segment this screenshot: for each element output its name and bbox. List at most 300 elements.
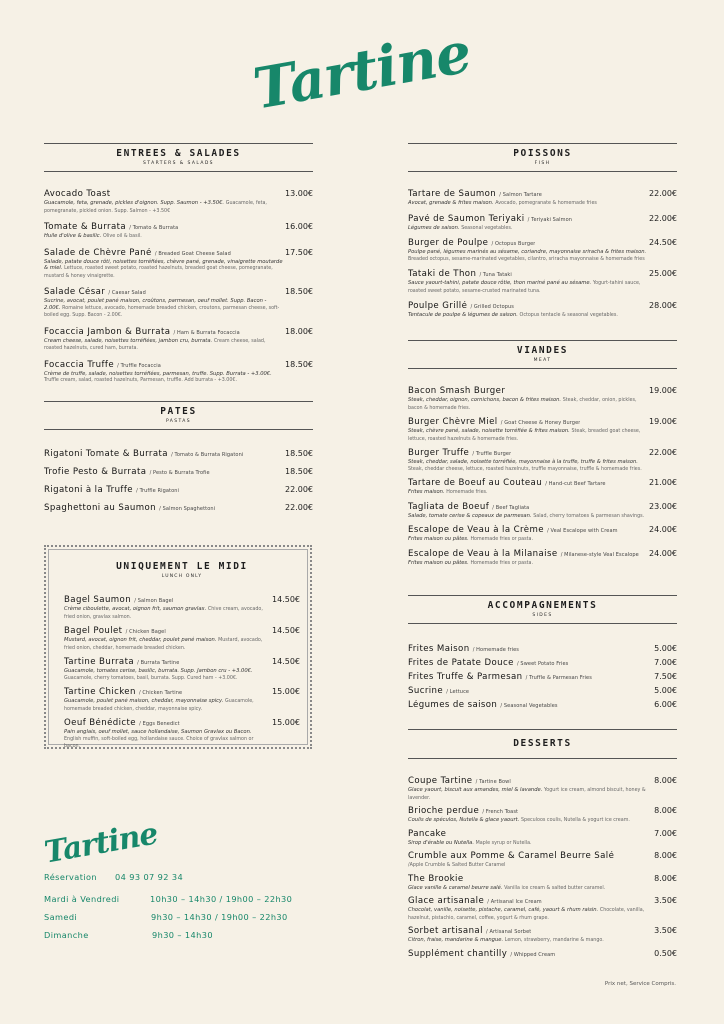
menu-item-title bbox=[408, 672, 592, 682]
menu-item-english: / Chicken Bagel bbox=[125, 629, 166, 635]
menu-item bbox=[44, 222, 313, 241]
menu-item-name: Focaccia Jambon & Burrata bbox=[44, 326, 171, 337]
menu-item-name: Avocado Toast bbox=[44, 189, 111, 199]
menu-item-name: Burger Truffe bbox=[408, 448, 470, 458]
menu-item bbox=[408, 549, 677, 568]
section-title: ACCOMPAGNEMENTS bbox=[487, 600, 598, 611]
menu-item-description bbox=[408, 937, 677, 945]
menu-item bbox=[64, 657, 300, 682]
menu-item-description bbox=[408, 280, 677, 295]
menu-item-title bbox=[44, 287, 146, 297]
menu-item-price: 22.00€ bbox=[649, 189, 677, 198]
menu-item bbox=[44, 485, 313, 495]
menu-item-english: / Octopus Burger bbox=[491, 241, 536, 247]
menu-item-line bbox=[408, 386, 677, 396]
description-fr: Sauce yaourt-tahini, patate douce rôtie, thon mariné pané au sésame. bbox=[408, 280, 592, 286]
section-subtitle: FISH bbox=[534, 161, 551, 166]
hours-row bbox=[44, 912, 288, 922]
menu-item-title bbox=[408, 874, 464, 884]
menu-item-price: 16.00€ bbox=[285, 222, 313, 231]
menu-item-description bbox=[44, 338, 313, 353]
description-fr: Citron, fraise, mandarine & mangue. bbox=[408, 937, 504, 943]
description-fr: Crème ciboulette, avocat, oignon frit, saumon gravlax. bbox=[64, 606, 207, 612]
menu-item bbox=[64, 626, 300, 652]
menu-item-name: Focaccia Truffe bbox=[44, 359, 115, 370]
menu-list bbox=[408, 776, 677, 959]
description-fr: Guacamole, poulet pané maison, cheddar, mayonnaise spicy. bbox=[64, 698, 224, 704]
menu-item-name: Frites Truffe & Parmesan bbox=[408, 672, 523, 682]
lunch-box bbox=[44, 545, 312, 749]
menu-item bbox=[408, 896, 677, 922]
menu-item-title bbox=[44, 360, 161, 370]
section-poissons bbox=[408, 143, 677, 326]
description-fr: Guacamole, feta, grenade, pickles d'oignon. Supp. Saumon - +3.50€. bbox=[44, 200, 225, 206]
menu-item-line bbox=[44, 222, 313, 232]
menu-item-line bbox=[44, 449, 313, 459]
menu-item-line bbox=[64, 718, 300, 728]
menu-item-english: / Goat Cheese & Honey Burger bbox=[500, 420, 581, 426]
price-note: Prix net, Service Compris. bbox=[604, 981, 676, 987]
menu-item-description bbox=[44, 298, 313, 320]
description-en: Mustard, avocado, fried onion, cheddar, homemade breaded chicken. bbox=[64, 638, 263, 651]
description-fr: Glace vanille & caramel beurre salé. bbox=[408, 884, 503, 891]
menu-item-english: / Truffle Rigatoni bbox=[136, 488, 179, 494]
section-header bbox=[408, 340, 677, 369]
menu-item-name: Brioche perdue bbox=[408, 806, 480, 816]
hours-time: 10h30 – 14h30 / 19h00 – 22h30 bbox=[150, 894, 293, 904]
description-en: Guacamole, feta, pomegranate, pickled onion. Supp. Salmon - +3.50€ bbox=[44, 201, 267, 214]
menu-item-english: / Tartine Bowl bbox=[475, 779, 511, 785]
menu-item-title bbox=[408, 949, 555, 959]
menu-item-english: / Truffle Burger bbox=[472, 451, 512, 457]
description-fr: Steak, cheddar, oignon, cornichons, bacon & frites maison. bbox=[408, 397, 562, 403]
section-desserts bbox=[408, 729, 677, 963]
reservation-label: Réservation bbox=[44, 872, 97, 882]
menu-item bbox=[408, 417, 677, 443]
menu-item-english: / Truffle & Parmesan Fries bbox=[525, 675, 592, 681]
menu-item bbox=[408, 672, 677, 682]
menu-item bbox=[408, 776, 677, 802]
menu-item-price: 3.50€ bbox=[654, 926, 677, 935]
menu-item-line bbox=[64, 657, 300, 667]
description-en: Cream cheese, salad, roasted hazelnuts, cured ham, burrata. bbox=[44, 338, 266, 351]
menu-item-title bbox=[408, 386, 505, 396]
description-en: Maple syrup or Nutella. bbox=[475, 840, 532, 846]
menu-item bbox=[44, 189, 313, 215]
menu-item-name: Rigatoni à la Truffe bbox=[44, 485, 133, 495]
menu-list bbox=[44, 449, 313, 513]
description-en: Seasonal vegetables. bbox=[461, 225, 513, 231]
menu-item bbox=[408, 700, 677, 710]
menu-item-line bbox=[408, 644, 677, 654]
menu-item-line bbox=[44, 360, 313, 370]
menu-item-price: 28.00€ bbox=[649, 301, 677, 310]
menu-item-english: / Tuna Tataki bbox=[479, 272, 512, 278]
section-title: VIANDES bbox=[516, 345, 569, 356]
description-en: /Apple Crumble & Salted Butter Caramel bbox=[408, 863, 506, 868]
section-header bbox=[44, 401, 313, 430]
description-fr: Mustard, avocat, oignon frit, cheddar, poulet pané maison. bbox=[64, 637, 217, 643]
menu-item-name: Sucrine bbox=[408, 686, 444, 696]
menu-item-name: Tartare de Saumon bbox=[408, 189, 497, 199]
menu-item bbox=[44, 327, 313, 353]
menu-item-price: 3.50€ bbox=[654, 896, 677, 905]
menu-item-description bbox=[44, 259, 313, 281]
menu-item-description bbox=[408, 513, 677, 521]
menu-item-line bbox=[408, 926, 677, 936]
menu-item bbox=[408, 874, 677, 893]
menu-item-price: 19.00€ bbox=[649, 417, 677, 426]
menu-item-english: / Veal Escalope with Cream bbox=[547, 528, 618, 534]
menu-item-line bbox=[408, 502, 677, 512]
description-fr: Coulis de spéculos, Nutella & glace yaourt. bbox=[408, 817, 520, 823]
menu-item-description bbox=[408, 907, 677, 922]
description-fr: Avocat, grenade & frites maison. bbox=[408, 200, 494, 206]
menu-item-title bbox=[44, 467, 210, 477]
hours-day: Samedi bbox=[44, 912, 78, 922]
description-fr: Sucrine, avocat, poulet pané maison, croûtons, parmesan, oeuf mollet. Supp. Bacon - 2.00€. bbox=[44, 298, 267, 311]
menu-item-title bbox=[408, 926, 531, 936]
description-en: English muffin, soft-boiled egg, hollandaise sauce. Choice of gravlax salmon or bacon. bbox=[64, 736, 254, 749]
menu-item-title bbox=[408, 776, 511, 786]
description-en: Truffle cream, salad, roasted hazelnuts, Parmesan, truffle. Add burrata - +3.00€. bbox=[44, 378, 237, 383]
menu-item-title bbox=[64, 626, 166, 636]
menu-item-name: Tomate & Burrata bbox=[44, 222, 127, 232]
menu-item-price: 14.50€ bbox=[272, 595, 300, 604]
menu-item-price: 18.50€ bbox=[285, 287, 313, 296]
description-en: Steak, cheddar, onion, pickles, bacon & homemade fries. bbox=[408, 398, 637, 411]
menu-item-title bbox=[44, 222, 178, 232]
menu-item-line bbox=[408, 949, 677, 959]
menu-item-title bbox=[64, 718, 180, 728]
menu-item-line bbox=[408, 189, 677, 199]
menu-item-name: Salade César bbox=[44, 287, 106, 297]
menu-item-line bbox=[408, 896, 677, 906]
menu-item-price: 22.00€ bbox=[285, 485, 313, 494]
menu-item-title bbox=[408, 301, 514, 311]
menu-item-english: / Teriyaki Salmon bbox=[527, 216, 572, 223]
menu-item-line bbox=[44, 287, 313, 297]
menu-item-name: The Brookie bbox=[408, 873, 464, 884]
menu-item-title bbox=[408, 502, 529, 512]
menu-item-english: / Whipped Cream bbox=[510, 951, 556, 958]
description-en: Vanilla ice cream & salted butter caramel. bbox=[504, 885, 606, 891]
menu-item-price: 24.00€ bbox=[649, 548, 677, 558]
menu-item-name: Frites Maison bbox=[408, 644, 470, 654]
menu-item-name: Oeuf Bénédicte bbox=[64, 718, 136, 728]
menu-item-title bbox=[408, 269, 512, 279]
menu-item-title bbox=[408, 478, 606, 488]
description-fr: Steak, chèvre pané, salade, noisette torréfiée & frites maison. bbox=[408, 428, 570, 434]
menu-list bbox=[64, 595, 300, 751]
section-header bbox=[64, 561, 300, 579]
menu-item bbox=[64, 687, 300, 713]
menu-item-description bbox=[408, 397, 677, 412]
menu-item-description bbox=[44, 371, 313, 385]
description-en: Lettuce, roasted sweet potato, roasted hazelnuts, breaded goat cheese, pomegranate, mustard & honey vinaigrette. bbox=[44, 266, 273, 279]
section-title: ENTREES & SALADES bbox=[116, 148, 241, 159]
menu-item-price: 6.00€ bbox=[654, 700, 677, 709]
menu-item-title bbox=[408, 658, 568, 668]
menu-item-title bbox=[44, 449, 243, 459]
section-subtitle: SIDES bbox=[532, 613, 553, 618]
menu-list bbox=[408, 644, 677, 710]
menu-item bbox=[408, 949, 677, 959]
menu-item-price: 21.00€ bbox=[649, 478, 677, 487]
menu-item-price: 8.00€ bbox=[654, 776, 677, 785]
menu-item-line bbox=[408, 269, 677, 279]
hours-day: Mardi à Vendredi bbox=[44, 894, 120, 904]
section-accompagnements bbox=[408, 595, 677, 714]
menu-item-name: Tataki de Thon bbox=[408, 269, 477, 279]
menu-item-title bbox=[408, 686, 469, 696]
menu-item-price: 22.00€ bbox=[285, 503, 313, 512]
menu-item-name: Burger de Poulpe bbox=[408, 238, 489, 248]
menu-item-title bbox=[64, 687, 182, 697]
menu-item bbox=[64, 595, 300, 621]
menu-item-price: 14.50€ bbox=[272, 657, 300, 666]
menu-item-title bbox=[408, 829, 446, 839]
menu-item-name: Légumes de saison bbox=[408, 700, 498, 710]
description-fr: Frites maison. bbox=[408, 489, 445, 495]
description-en: Breaded octopus, sesame-marinated vegetables, cilantro, sriracha mayonnaise & homemade fries bbox=[408, 256, 645, 262]
description-fr: Salade, patate douce rôti, noisettes torréfiées, chèvre pané, grenade, vinaigrette moutarde & miel. bbox=[44, 258, 283, 271]
menu-item-name: Salade de Chèvre Pané bbox=[44, 247, 152, 258]
section-subtitle: PASTAS bbox=[165, 419, 192, 424]
menu-item-title bbox=[408, 214, 572, 224]
menu-item-english: / Tomato & Burrata Rigatoni bbox=[171, 452, 244, 458]
menu-item-price: 7.00€ bbox=[654, 828, 677, 838]
menu-item bbox=[408, 829, 677, 848]
description-en: Steak, cheddar cheese, lettuce, roasted hazelnuts, truffle mayonnaise, truffle & homemade fries. bbox=[408, 466, 642, 472]
menu-item-description bbox=[408, 489, 677, 497]
description-en: Homemade fries or pasta. bbox=[470, 537, 533, 542]
menu-item bbox=[408, 214, 677, 233]
menu-item bbox=[408, 525, 677, 544]
menu-item-line bbox=[44, 189, 313, 199]
menu-item-line bbox=[408, 851, 677, 861]
menu-item-description bbox=[408, 536, 677, 544]
menu-item-price: 25.00€ bbox=[649, 269, 677, 278]
description-fr: Salade, tomate cerise & copeaux de parmesan. bbox=[408, 512, 532, 519]
menu-item-line bbox=[44, 485, 313, 495]
menu-item-line bbox=[408, 700, 677, 710]
menu-item-english: / Eggs Benedict bbox=[139, 721, 180, 727]
menu-item-name: Bagel Poulet bbox=[64, 626, 123, 636]
menu-item bbox=[408, 448, 677, 473]
menu-item-line bbox=[408, 806, 677, 816]
menu-item bbox=[44, 449, 313, 459]
menu-item bbox=[44, 360, 313, 385]
menu-item-english: / Breaded Goat Cheese Salad bbox=[154, 250, 231, 257]
menu-item-description bbox=[408, 459, 677, 473]
description-fr: Huile d'olive & basilic. bbox=[44, 233, 102, 239]
hours-row bbox=[44, 894, 293, 904]
menu-item-title bbox=[44, 485, 179, 495]
menu-item-description bbox=[408, 560, 677, 568]
menu-item-line bbox=[408, 549, 677, 559]
description-fr: Tentacule de poulpe & légumes de saison. bbox=[408, 312, 518, 318]
menu-item bbox=[408, 386, 677, 412]
menu-item-line bbox=[408, 776, 677, 786]
menu-item-price: 17.50€ bbox=[285, 247, 313, 257]
menu-item-name: Tartare de Boeuf au Couteau bbox=[408, 478, 543, 488]
menu-item-line bbox=[408, 874, 677, 884]
menu-item bbox=[64, 718, 300, 751]
menu-item-name: Escalope de Veau à la Crème bbox=[408, 525, 544, 535]
description-en: Yogurt ice cream, almond biscuit, honey & lavender. bbox=[408, 788, 646, 801]
menu-item-description bbox=[44, 200, 313, 215]
menu-item-price: 15.00€ bbox=[272, 687, 300, 696]
menu-item-name: Bacon Smash Burger bbox=[408, 386, 506, 396]
section-header bbox=[408, 595, 677, 624]
menu-item-title bbox=[408, 700, 558, 710]
description-fr: Sirop d'érable ou Nutella. bbox=[408, 839, 474, 846]
section-subtitle: LUNCH ONLY bbox=[161, 574, 203, 579]
menu-item-line bbox=[408, 525, 677, 535]
menu-item-name: Crumble aux Pomme & Caramel Beurre Salé bbox=[408, 851, 615, 861]
description-en: Yogurt-tahini sauce, roasted sweet potato, sesame-crusted marinated tuna. bbox=[408, 281, 641, 294]
section-title: PATES bbox=[160, 406, 197, 417]
menu-item-name: Supplément chantilly bbox=[408, 948, 508, 959]
menu-item bbox=[44, 467, 313, 477]
menu-item-description bbox=[64, 637, 300, 652]
description-fr: Cream cheese, salade, noisettes torréfiées, jambon cru, burrata. bbox=[44, 337, 213, 344]
menu-item-price: 18.50€ bbox=[285, 449, 313, 458]
description-en: Octopus tentacle & seasonal vegetables. bbox=[519, 313, 618, 318]
section-header bbox=[408, 729, 677, 759]
menu-item-name: Tartine Burrata bbox=[64, 657, 135, 667]
description-fr: Crème de truffe, salade, noisettes torréfiées, parmesan, truffe. Supp. Burrata - +3.00€. bbox=[44, 370, 272, 377]
menu-item-title bbox=[408, 806, 518, 816]
menu-item-description bbox=[408, 862, 677, 870]
menu-item-price: 24.50€ bbox=[649, 238, 677, 247]
menu-item-price: 24.00€ bbox=[649, 525, 677, 534]
description-en: Speculoos coulis, Nutella & yogurt ice cream. bbox=[520, 818, 630, 823]
menu-item-title bbox=[408, 851, 614, 861]
menu-item bbox=[408, 502, 677, 521]
hours-day: Dimanche bbox=[44, 930, 89, 940]
menu-item bbox=[408, 478, 677, 497]
description-fr: Steak, cheddar, salade, noisette torréfiée, mayonnaise à la truffe, truffe & frites maison. bbox=[408, 459, 638, 465]
menu-item-price: 22.00€ bbox=[649, 213, 677, 223]
description-fr: Frites maison ou pâtes. bbox=[408, 559, 469, 566]
menu-item-title bbox=[44, 327, 240, 337]
phone-number[interactable]: 04 93 07 92 34 bbox=[115, 872, 184, 882]
menu-item-description bbox=[408, 312, 677, 320]
menu-item-price: 5.00€ bbox=[654, 644, 677, 653]
menu-item-title bbox=[44, 248, 231, 258]
menu-item-name: Rigatoni Tomate & Burrata bbox=[44, 449, 168, 459]
menu-item-name: Trofie Pesto & Burrata bbox=[44, 467, 147, 477]
section-subtitle: STARTERS & SALADS bbox=[143, 161, 214, 166]
menu-item-price: 22.00€ bbox=[649, 448, 677, 457]
menu-item-line bbox=[408, 658, 677, 668]
menu-item-line bbox=[408, 829, 677, 839]
section-header bbox=[44, 143, 313, 172]
menu-item-price: 19.00€ bbox=[649, 386, 677, 395]
menu-item-name: Tartine Chicken bbox=[64, 687, 136, 697]
menu-item-english: / Chicken Tartine bbox=[138, 690, 183, 696]
menu-item-description bbox=[408, 840, 677, 848]
menu-item-english: / Hand-cut Beef Tartare bbox=[545, 481, 606, 487]
reservation-row bbox=[44, 872, 184, 882]
menu-item-line bbox=[408, 448, 677, 458]
menu-item-name: Spaghettoni au Saumon bbox=[44, 503, 157, 513]
menu-item-title bbox=[408, 549, 639, 559]
menu-item-english: / Artisanal Ice Cream bbox=[487, 899, 542, 905]
description-fr: Frites maison ou pâtes. bbox=[408, 536, 469, 542]
menu-item-price: 18.00€ bbox=[285, 326, 313, 336]
menu-item-price: 15.00€ bbox=[272, 718, 300, 727]
menu-item bbox=[408, 644, 677, 654]
menu-item-english: / Milanese-style Veal Escalope bbox=[560, 551, 639, 558]
description-fr: Glace yaourt, biscuit aux amandes, miel & lavande. bbox=[408, 787, 543, 793]
menu-item-description bbox=[64, 606, 300, 621]
description-fr: Pain anglais, oeuf mollet, sauce hollandaise, Saumon Gravlax ou Bacon. bbox=[64, 729, 252, 735]
menu-item-english: / Truffle Focaccia bbox=[117, 362, 161, 369]
menu-item-english: / French Toast bbox=[482, 809, 519, 815]
hours-row bbox=[44, 930, 213, 940]
footer-logo: Tartine bbox=[41, 816, 161, 871]
menu-item-line bbox=[408, 214, 677, 224]
menu-item-english: / Artisanal Sorbet bbox=[486, 929, 532, 935]
menu-item bbox=[408, 926, 677, 945]
menu-item-price: 0.50€ bbox=[654, 948, 677, 958]
menu-item-price: 18.50€ bbox=[285, 467, 313, 476]
description-en: Chocolate, vanilla, hazelnut, pistachio, caramel, coffee, yogurt & rhum grape. bbox=[408, 908, 645, 921]
menu-item bbox=[408, 189, 677, 208]
menu-item-line bbox=[44, 248, 313, 258]
menu-item-description bbox=[408, 787, 677, 802]
description-en: Olive oil & basil. bbox=[102, 234, 142, 239]
description-fr: Poulpe pané, légumes marinés au sésame, coriandre, mayonnaise sriracha & frites maison. bbox=[408, 249, 647, 255]
menu-item-description bbox=[408, 817, 677, 825]
menu-item-price: 8.00€ bbox=[654, 806, 677, 815]
menu-item-title bbox=[44, 503, 215, 513]
menu-item-english: / Grilled Octopus bbox=[470, 304, 515, 310]
menu-item-description bbox=[408, 428, 677, 443]
menu-item-english: / Beef Tagliata bbox=[492, 504, 530, 511]
section-header bbox=[408, 143, 677, 172]
menu-item-title bbox=[408, 644, 519, 654]
menu-item-name: Escalope de Veau à la Milanaise bbox=[408, 548, 558, 559]
menu-item bbox=[408, 269, 677, 295]
section-entrees bbox=[44, 143, 313, 392]
menu-item-line bbox=[44, 327, 313, 337]
description-en: Avocado, pomegranate & homemade fries bbox=[495, 201, 597, 206]
menu-item-line bbox=[44, 503, 313, 513]
menu-item-title bbox=[408, 448, 511, 458]
description-en: Chive cream, avocado, fried onion, gravlax salmon. bbox=[64, 607, 263, 620]
menu-item bbox=[44, 248, 313, 281]
menu-item bbox=[408, 238, 677, 263]
description-fr: Chocolat, vanille, noisette, pistache, caramel, café, yaourt & rhum raisin. bbox=[408, 907, 599, 913]
menu-item bbox=[408, 686, 677, 696]
menu-item-name: Pancake bbox=[408, 828, 447, 839]
menu-item bbox=[408, 851, 677, 870]
menu-item-line bbox=[44, 467, 313, 477]
menu-list bbox=[44, 189, 313, 385]
menu-list bbox=[408, 386, 677, 567]
menu-item-name: Poulpe Grillé bbox=[408, 301, 468, 311]
hours-time: 9h30 – 14h30 / 19h00 – 22h30 bbox=[151, 912, 288, 922]
section-title: DESSERTS bbox=[513, 738, 572, 749]
menu-item-name: Tagliata de Boeuf bbox=[408, 501, 490, 512]
menu-item-line bbox=[408, 672, 677, 682]
menu-item-line bbox=[408, 238, 677, 248]
menu-item-english: / Salmon Tartare bbox=[499, 192, 542, 198]
